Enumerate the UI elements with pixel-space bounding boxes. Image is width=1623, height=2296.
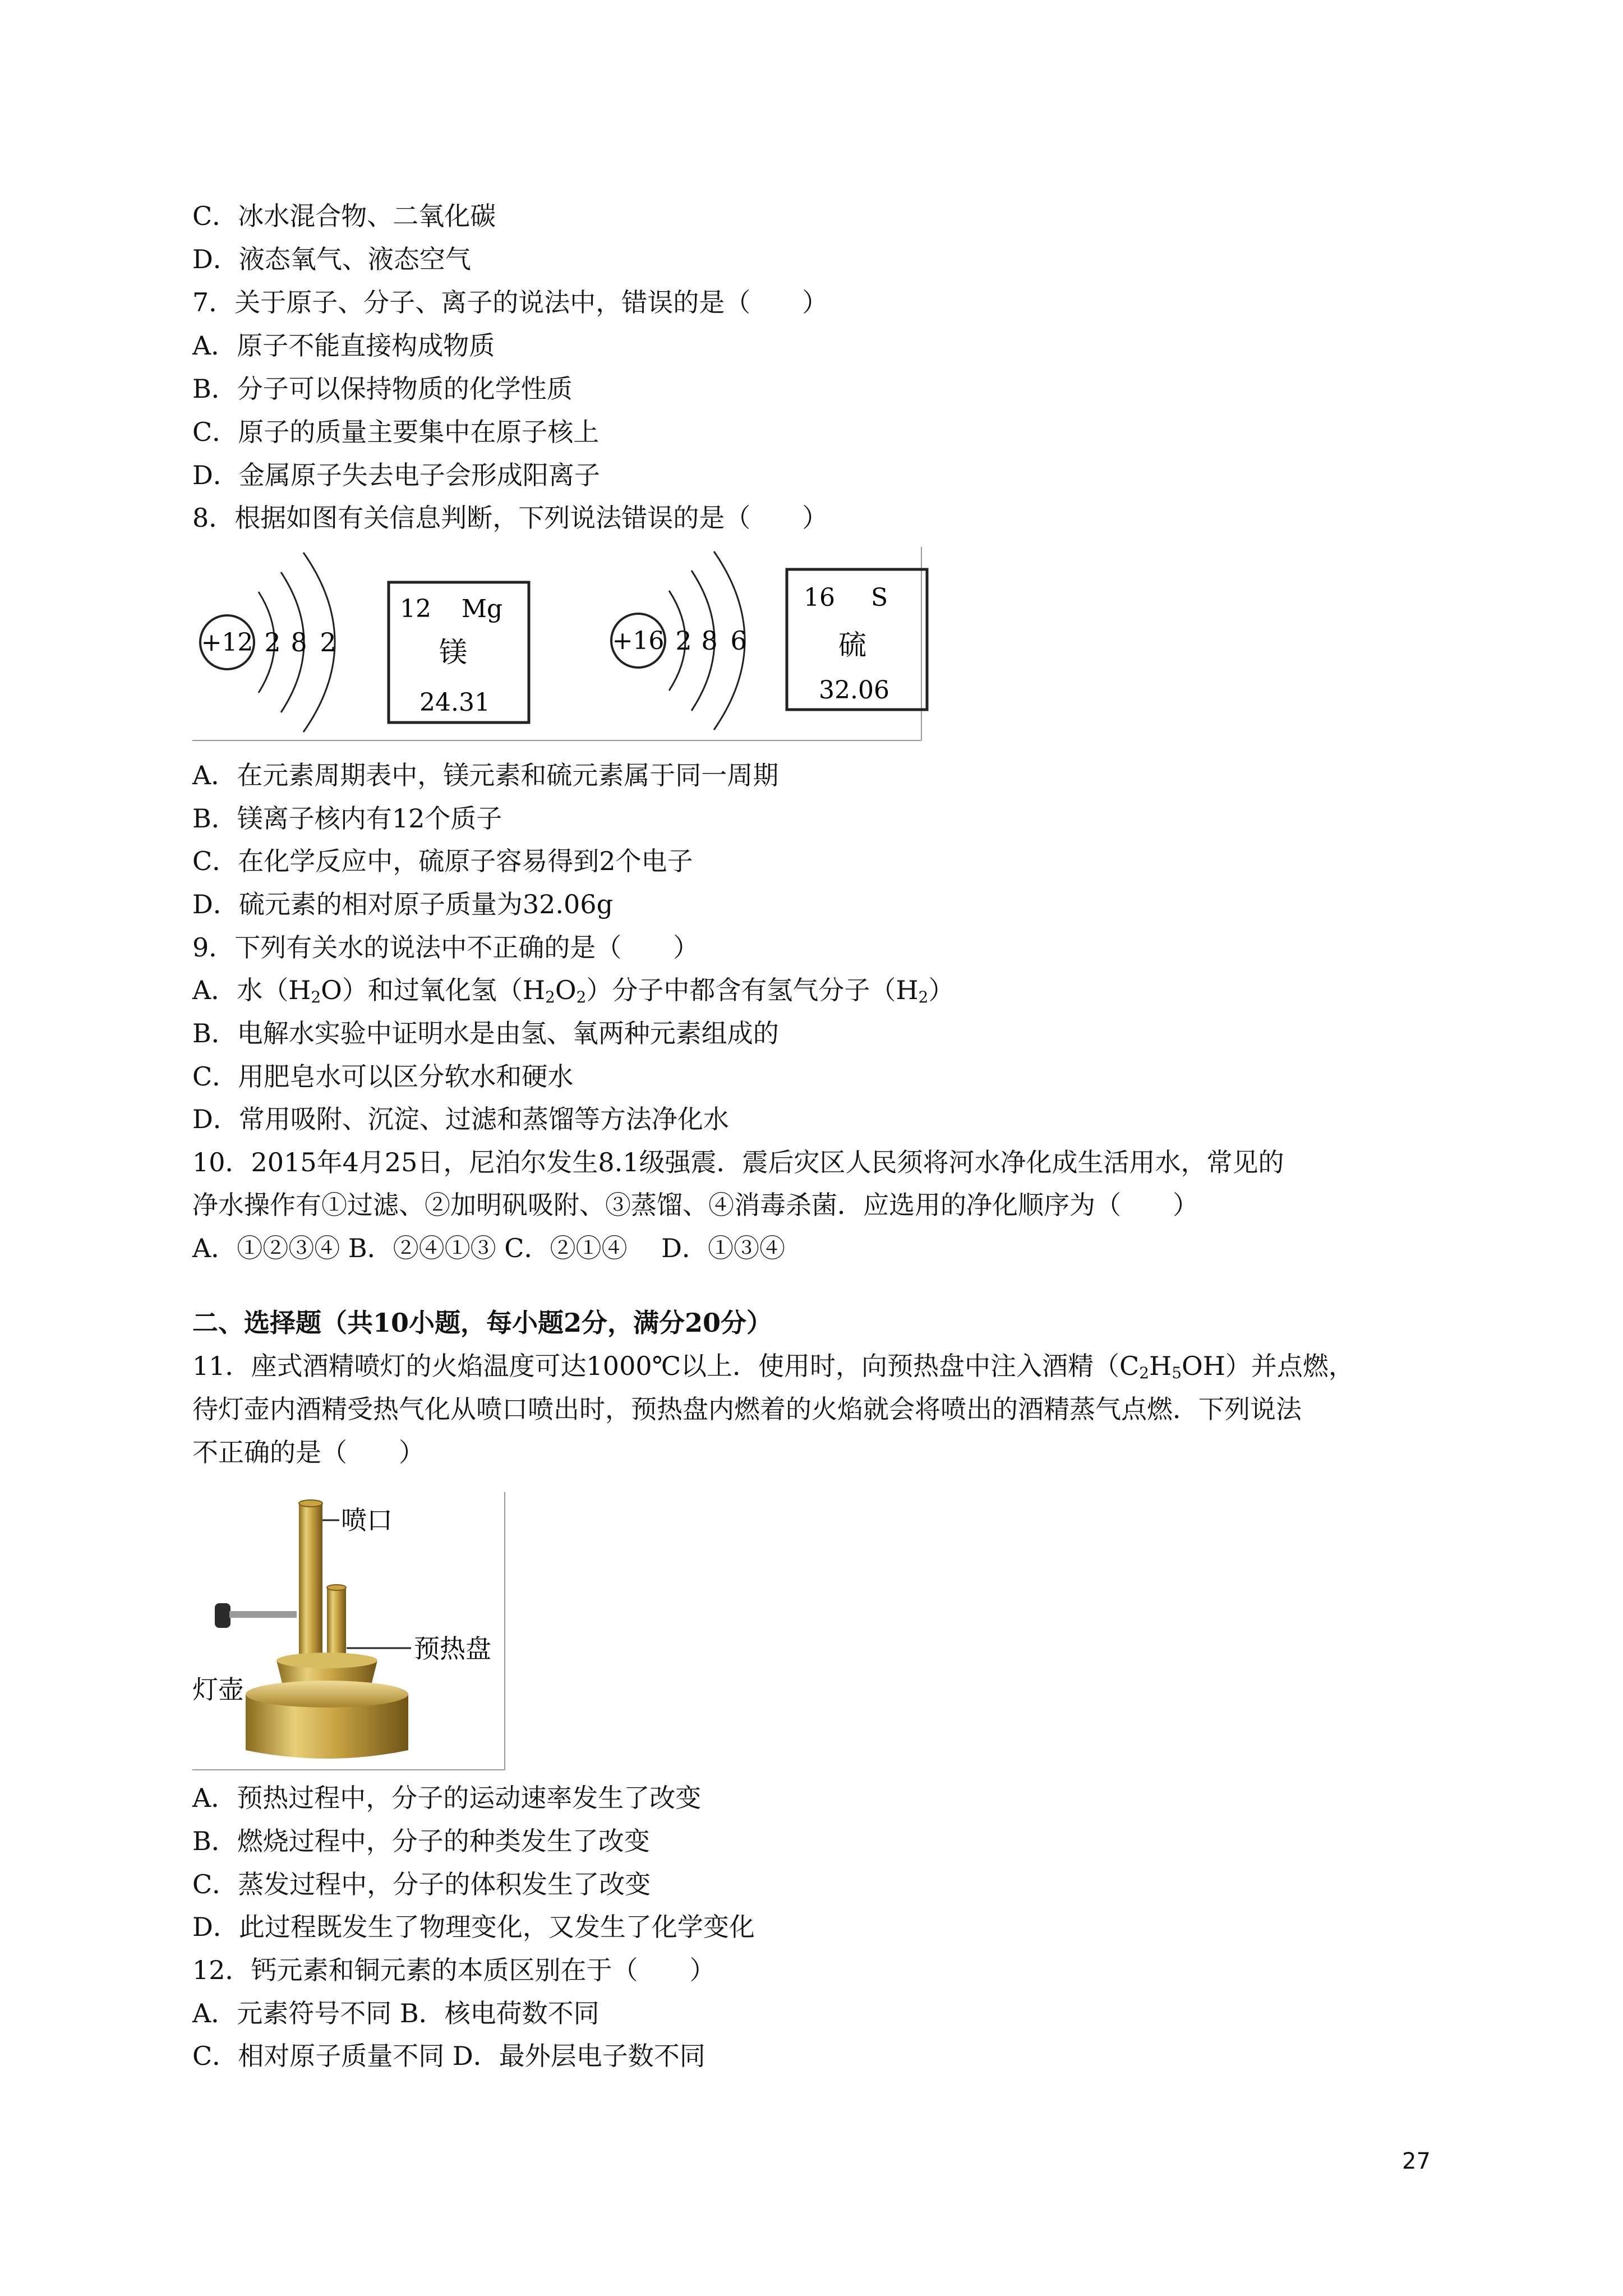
blowtorch-main-tube bbox=[299, 1503, 322, 1672]
label-nozzle: 喷口 bbox=[341, 1505, 393, 1535]
blowtorch-nozzle bbox=[299, 1500, 322, 1507]
q7-stem: 7．关于原子、分子、离子的说法中，错误的是（ ） bbox=[192, 287, 828, 318]
q12-options-cd: C．相对原子质量不同 D．最外层电子数不同 bbox=[192, 2041, 706, 2071]
q7-option-b: B．分子可以保持物质的化学性质 bbox=[192, 374, 573, 404]
mg-shell-electrons-2: 8 bbox=[291, 627, 307, 657]
q9-option-b: B．电解水实验中证明水是由氢、氧两种元素组成的 bbox=[192, 1018, 779, 1048]
q6-option-c: C．冰水混合物、二氧化碳 bbox=[192, 201, 496, 231]
q7-option-a: A．原子不能直接构成物质 bbox=[192, 330, 495, 361]
mg-atomic-number: 12 bbox=[400, 595, 431, 623]
s-shell-electrons-1: 2 bbox=[675, 625, 692, 656]
q10-options: A．①②③④ B．②④①③ C．②①④ D．①③④ bbox=[192, 1233, 785, 1263]
q11-stem-line2: 待灯壶内酒精受热气化从喷口喷出时，预热盘内燃着的火焰就会将喷出的酒精蒸气点燃．下列说法 bbox=[192, 1394, 1302, 1424]
page-number: 27 bbox=[1402, 2148, 1431, 2174]
q11-stem-line3: 不正确的是（ ） bbox=[192, 1437, 425, 1467]
q8-option-d: D．硫元素的相对原子质量为32.06g bbox=[192, 889, 614, 919]
blowtorch-knob bbox=[215, 1603, 230, 1628]
mg-atomic-mass: 24.31 bbox=[419, 688, 490, 717]
q9-option-a: A．水$(H_2O)$和过氧化氢$(H_2O_2)$分子中都含有氢气分子$(H_2)$ bbox=[192, 975, 955, 1006]
mg-symbol: Mg bbox=[462, 595, 503, 623]
q6-option-d: D．液态氧气、液态空气 bbox=[192, 244, 471, 274]
q8-option-a: A．在元素周期表中，镁元素和硫元素属于同一周期 bbox=[192, 760, 779, 790]
mg-nucleus-charge: +12 bbox=[201, 628, 253, 657]
q11-option-c: C．蒸发过程中，分子的体积发生了改变 bbox=[192, 1869, 651, 1899]
q8-option-b: B．镁离子核内有12个质子 bbox=[192, 803, 502, 834]
mg-name: 镁 bbox=[439, 636, 467, 669]
q7-option-c: C．原子的质量主要集中在原子核上 bbox=[192, 417, 600, 447]
mg-atom-diagram bbox=[200, 553, 336, 732]
s-atomic-mass: 32.06 bbox=[819, 676, 889, 705]
s-atomic-number: 16 bbox=[804, 583, 835, 612]
s-element-cell bbox=[787, 569, 927, 710]
q8-stem: 8．根据如图有关信息判断，下列说法错误的是（ ） bbox=[192, 503, 828, 533]
mg-shell-electrons-3: 2 bbox=[320, 627, 336, 657]
q11-option-d: D．此过程既发生了物理变化，又发生了化学变化 bbox=[192, 1912, 755, 1942]
q9-option-d: D．常用吸附、沉淀、过滤和蒸馏等方法净化水 bbox=[192, 1104, 729, 1134]
q12-options-ab: A．元素符号不同 B．核电荷数不同 bbox=[192, 1998, 600, 2028]
s-name: 硫 bbox=[838, 629, 866, 661]
q9-stem: 9．下列有关水的说法中不正确的是（ ） bbox=[192, 932, 699, 963]
q8-figure bbox=[192, 547, 933, 743]
mg-shell-electrons-1: 2 bbox=[264, 627, 281, 657]
q11-stem-line1: 11．座式酒精喷灯的火焰温度可达1000℃以上．使用时，向预热盘中注入酒精$(C_2H_5OH)$并点燃， bbox=[192, 1351, 1354, 1382]
blowtorch-figure bbox=[192, 1492, 512, 1773]
q9-option-c: C．用肥皂水可以区分软水和硬水 bbox=[192, 1061, 574, 1092]
blowtorch-rod bbox=[229, 1611, 297, 1618]
q10-stem-line1: 10．2015年4月25日，尼泊尔发生8.1级强震．震后灾区人民须将河水净化成生活用水，常见的 bbox=[192, 1147, 1284, 1177]
label-preheat-plate: 预热盘 bbox=[414, 1634, 491, 1664]
q11-option-b: B．燃烧过程中，分子的种类发生了改变 bbox=[192, 1826, 650, 1856]
s-symbol: S bbox=[871, 583, 888, 612]
q7-option-d: D．金属原子失去电子会形成阳离子 bbox=[192, 460, 600, 490]
s-shell-electrons-3: 6 bbox=[730, 625, 747, 656]
q12-stem: 12．钙元素和铜元素的本质区别在于（ ） bbox=[192, 1955, 716, 1985]
q10-stem-line2: 净水操作有①过滤、②加明矾吸附、③蒸馏、④消毒杀菌．应选用的净化顺序为（ ） bbox=[192, 1190, 1198, 1220]
s-shell-electrons-2: 8 bbox=[701, 625, 718, 656]
q11-option-a: A．预热过程中，分子的运动速率发生了改变 bbox=[192, 1783, 702, 1813]
s-atom-diagram bbox=[611, 551, 747, 730]
section-2-heading: 二、选择题（共10小题，每小题2分，满分20分） bbox=[192, 1308, 773, 1338]
mg-element-cell bbox=[389, 582, 529, 723]
s-nucleus-charge: +16 bbox=[612, 627, 665, 655]
q8-option-c: C．在化学反应中，硫原子容易得到2个电子 bbox=[192, 846, 693, 876]
label-lamp-pot: 灯壶 bbox=[192, 1674, 244, 1705]
